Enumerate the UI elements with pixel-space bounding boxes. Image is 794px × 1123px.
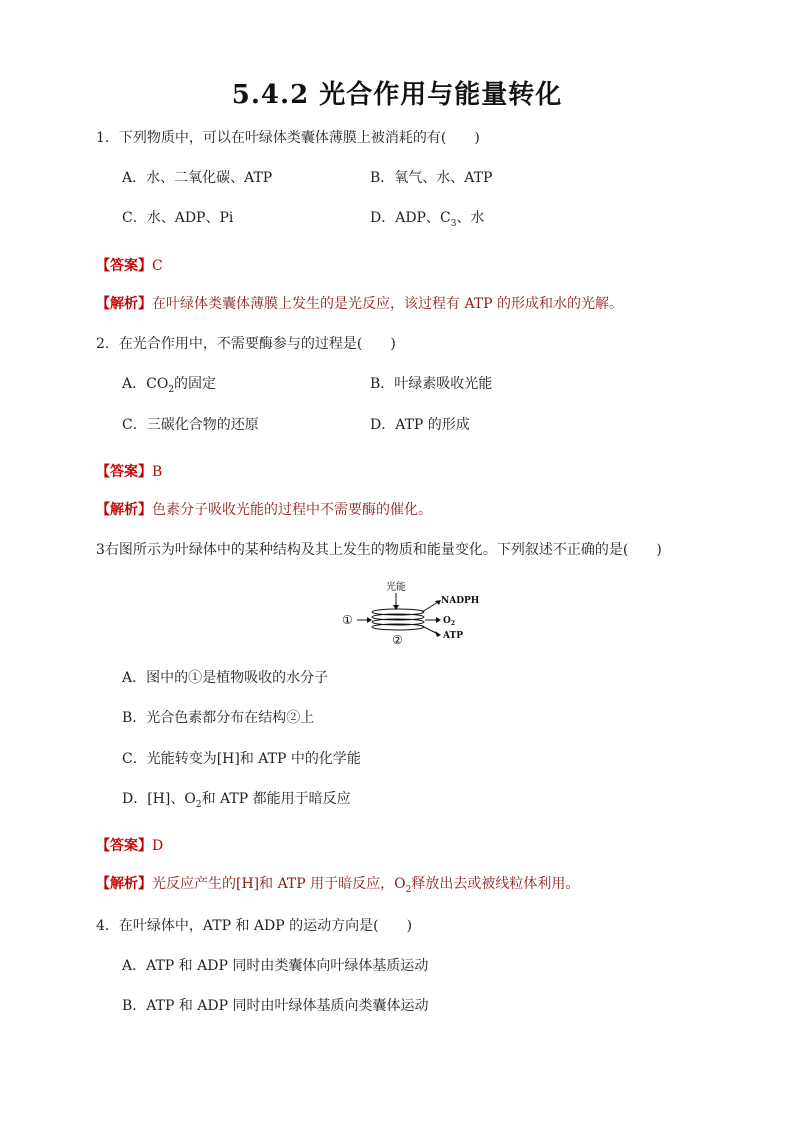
- question-1-option-a: A．水、二氧化碳、ATP: [122, 170, 273, 186]
- diagram-atp-label: ATP: [443, 631, 463, 641]
- input-arrow-head: [367, 617, 372, 623]
- question-2-option-d: D．ATP 的形成: [370, 417, 470, 433]
- question-3-option-b: B．光合色素都分布在结构②上: [122, 710, 315, 726]
- question-3-explanation: 【解析】光反应产生的[H]和 ATP 用于暗反应，$O_2$释放出去或被线粒体利用。: [96, 876, 580, 895]
- question-3-option-c: C．光能转变为[H]和 ATP 中的化学能: [122, 751, 361, 767]
- page-title: 5.4.2 光合作用与能量转化: [231, 80, 563, 110]
- question-2-option-a: A．$CO_2$的固定: [122, 376, 217, 395]
- question-4-option-a: A．ATP 和 ADP 同时由类囊体向叶绿体基质运动: [122, 958, 429, 974]
- diagram-circle-2: ②: [392, 633, 403, 647]
- question-4-stem: 4．在叶绿体中，ATP 和 ADP 的运动方向是( ): [96, 918, 413, 934]
- nadph-arrow-line: [422, 602, 438, 612]
- o2-arrow-head: [436, 617, 441, 623]
- question-3-stem: 3右图所示为叶绿体中的某种结构及其上发生的物质和能量变化。下列叙述不正确的是( ): [96, 542, 662, 558]
- atp-arrow-head: [435, 631, 441, 637]
- question-3-answer: 【答案】D: [96, 838, 164, 854]
- question-4-option-b: B．ATP 和 ADP 同时由叶绿体基质向类囊体运动: [122, 998, 429, 1014]
- diagram-circle-1: ①: [342, 613, 353, 627]
- question-2-option-c: C．三碳化合物的还原: [122, 417, 259, 433]
- question-1-answer: 【答案】C: [96, 258, 163, 274]
- diagram-light-label: 光能: [386, 582, 406, 593]
- question-2-explanation: 【解析】色素分子吸收光能的过程中不需要酶的催化。: [96, 502, 432, 518]
- question-2-stem: 2．在光合作用中，不需要酶参与的过程是( ): [96, 336, 396, 352]
- question-1-explanation: 【解析】在叶绿体类囊体薄膜上发生的是光反应，该过程有 ATP 的形成和水的光解。: [96, 296, 624, 312]
- diagram-o2-label: $O_2$: [443, 616, 456, 627]
- question-2-option-b: B．叶绿素吸收光能: [370, 376, 493, 392]
- question-1-option-c: C．水、ADP、Pi: [122, 210, 234, 226]
- question-3-option-d: D．[H]、$O_2$和 ATP 都能用于暗反应: [122, 791, 351, 810]
- question-3-option-a: A．图中的①是植物吸收的水分子: [122, 670, 329, 686]
- diagram-nadph-label: NADPH: [441, 596, 480, 606]
- question-1-stem: 1．下列物质中，可以在叶绿体类囊体薄膜上被消耗的有( ): [96, 130, 480, 146]
- question-1-option-d: D．ADP、$C_3$、水: [370, 210, 485, 229]
- question-1-option-b: B．氧气、水、ATP: [370, 170, 493, 186]
- thylakoid-diagram: [340, 580, 480, 650]
- question-2-answer: 【答案】B: [96, 464, 163, 480]
